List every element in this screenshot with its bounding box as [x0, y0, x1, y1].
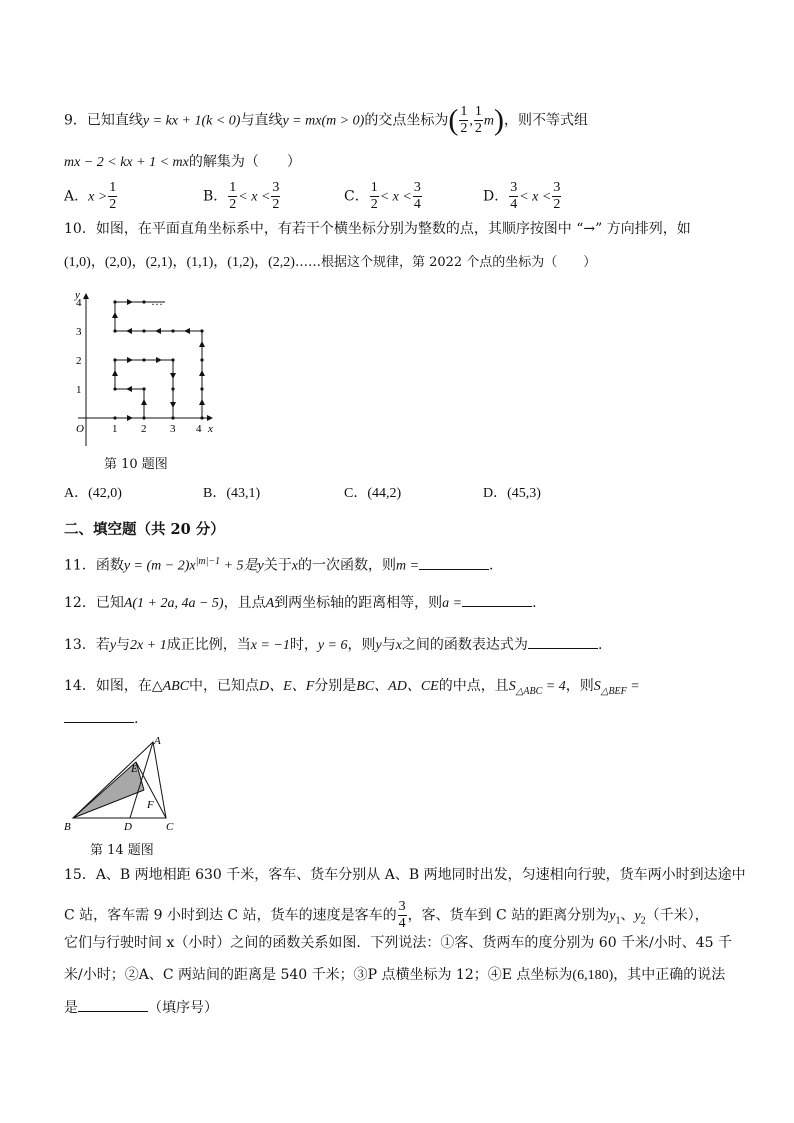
q14-figure — [60, 734, 190, 834]
q14-label-d: D — [124, 821, 132, 833]
q9-line2: mx − 2 < kx + 1 < mx的解集为（ ） — [64, 154, 301, 170]
q10-y-tick-2: 2 — [76, 355, 82, 367]
q9-line2-eq: y = mx(m > 0) — [282, 113, 365, 129]
q10-figure — [70, 286, 230, 446]
q10-option-b[interactable]: B．(43,1) — [203, 486, 261, 501]
q14-line2: . — [64, 708, 138, 729]
q9-option-b[interactable]: B． $\frac{1}{2}$ < x < $\frac{3}{2}$ — [203, 180, 280, 212]
q14-label-f: F — [147, 799, 154, 811]
q9-line1: 9．已知直线y = kx + 1(k < 0)与直线y = mx(m > 0)的交点坐标为( $\frac{1}{2}$ , $\frac{1}{2}$ m)，则不等式组 — [64, 103, 588, 137]
q10-line1: 10．如图，在平面直角坐标系中，有若干个横坐标分别为整数的点，其顺序按图中 “→” 方向排列，如 — [64, 221, 691, 237]
q9-option-d[interactable]: D． $\frac{3}{4}$ < x < $\frac{3}{2}$ — [483, 180, 561, 212]
q10-x-tick-4: 4 — [196, 423, 202, 435]
q14-label-b: B — [64, 821, 71, 833]
q10-x-tick-3: 3 — [170, 423, 176, 435]
q12-answer-blank[interactable] — [462, 592, 532, 607]
q10-option-d[interactable]: D．(45,3) — [483, 486, 541, 501]
q10-y-tick-3: 3 — [76, 326, 82, 338]
q10-y-tick-4: 4 — [76, 297, 82, 309]
q9-option-c[interactable]: C． $\frac{1}{2}$ < x < $\frac{3}{4}$ — [344, 180, 421, 212]
q10-line2: (1,0)，(2,0)，(2,1)，(1,1)，(1,2)，(2,2)……根据这个规律，第 2022 个点的坐标为（ ） — [64, 255, 597, 270]
q10-arrows — [115, 302, 202, 418]
q10-caption: 第 10 题图 — [104, 457, 168, 472]
q15-line2: C 站，客车需 9 小时到达 C 站，货车的速度是客车的 $\frac{3}{4}$ ，客、货车到 C 站的距离分别为$y_1$、$y_2$（千米）， — [64, 899, 709, 931]
q11-answer-blank[interactable] — [419, 555, 489, 570]
q10-y-label: y — [75, 289, 80, 301]
q15-line3: 它们与行驶时间 x（小时）之间的函数关系如图．下列说法：①客、货两车的度分别为 60 千米/小时、45 千 — [64, 935, 733, 951]
q15-line4: 米/小时；②A、C 两站间的距离是 540 千米；③P 点横坐标为 12；④E 点坐标为(6,180)，其中正确的说法 — [64, 967, 726, 983]
q10-y-tick-1: 1 — [76, 384, 82, 396]
q13-line: 13．若y与2x + 1成正比例，当x = −1时，y = 6，则y与x之间的函数表达式为 . — [64, 634, 602, 656]
q10-origin: O — [76, 423, 84, 435]
q12-line: 12．已知A(1 + 2a, 4a − 5)，且点A到两坐标轴的距离相等，则a = . — [64, 592, 537, 614]
q15-line1: 15．A、B 两地相距 630 千米，客车、货车分别从 A、B 两地同时出发，匀速相向行驶，货车两小时到达途中 — [64, 867, 746, 883]
q9-option-a[interactable]: A．x > $\frac{1}{2}$ — [64, 180, 117, 212]
q9-line1-eq: y = kx + 1(k < 0) — [142, 113, 241, 129]
q14-answer-blank[interactable] — [64, 708, 134, 723]
q10-option-a[interactable]: A．(42,0) — [64, 486, 122, 501]
q15-answer-blank[interactable] — [78, 997, 148, 1012]
q10-x-label: x — [208, 423, 213, 435]
q10-ellipsis: … — [151, 294, 163, 308]
q9-inequality: mx − 2 < kx + 1 < mx — [64, 155, 189, 170]
q10-x-tick-1: 1 — [112, 423, 118, 435]
q10-x-tick-2: 2 — [141, 423, 147, 435]
q14-label-e: E — [131, 763, 138, 775]
q14-label-c: C — [166, 821, 174, 833]
section-2-title: 二、填空题（共 20 分） — [64, 521, 225, 538]
q14-line: 14．如图，在△ABC中，已知点D、E、F分别是BC、AD、CE的中点，且$S_{\triangle ABC} = 4$，则$S_{\triangle BEF}$ = — [64, 678, 640, 697]
q10-option-c[interactable]: C．(44,2) — [344, 486, 402, 501]
q15-line5: 是 （填序号） — [64, 997, 218, 1018]
q13-answer-blank[interactable] — [528, 634, 598, 649]
q14-label-a: A — [154, 735, 161, 747]
q11-line: 11．函数$y = (m - 2)x^{|m|-1} + 5$是y关于x的一次函数，则m = . — [64, 556, 494, 574]
q14-caption: 第 14 题图 — [90, 843, 154, 858]
